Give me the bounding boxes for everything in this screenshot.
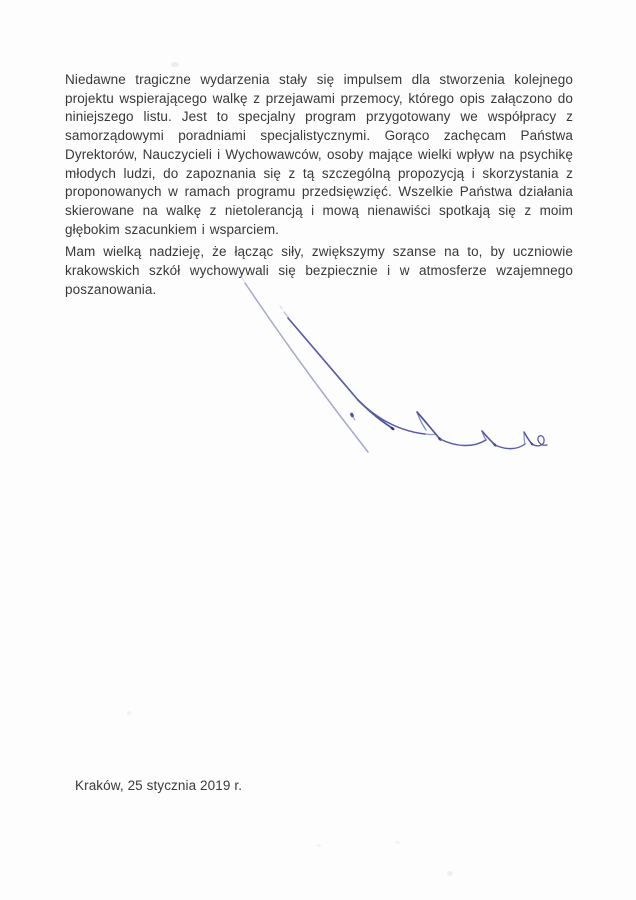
scan-artifact — [317, 844, 321, 847]
scan-artifact — [447, 871, 453, 876]
scan-artifact — [127, 711, 131, 715]
handwritten-signature — [228, 270, 553, 460]
scan-artifact — [171, 62, 179, 67]
letter-paragraph-1: Niedawne tragiczne wydarzenia stały się impulsem dla stworzenia kolejnego projektu wspierającego walkę z przejawami przemocy, którego opis załączono do niniejszego listu. Jest to specjalny program przygotowany we współpracy z samorządowymi poradniami specjalistycznymi. Gorąco zachęcam Państwa Dyrektorów, Nauczycieli i Wychowawców, osoby mające wielki wpływ na psychikę młodych ludzi, do zapoznania się z tą szczególną propozycją i skorzystania z proponowanych w ramach programu przedsięwzięć. Wszelkie Państwa działania skierowane na walkę z nietolerancją i mową nienawiści spotkają się z moim głębokim szacunkiem i wsparciem. — [65, 72, 573, 237]
letter-body — [65, 71, 573, 303]
dateline: Kraków, 25 stycznia 2019 r. — [75, 778, 243, 793]
letter-paragraph-2: Mam wielką nadzieję, że łącząc siły, zwiększymy szanse na to, by uczniowie krakowskich szkół wychowywali się bezpiecznie i w atmosferze wzajemnego poszanowania. — [65, 244, 573, 297]
scan-artifact — [395, 841, 400, 844]
